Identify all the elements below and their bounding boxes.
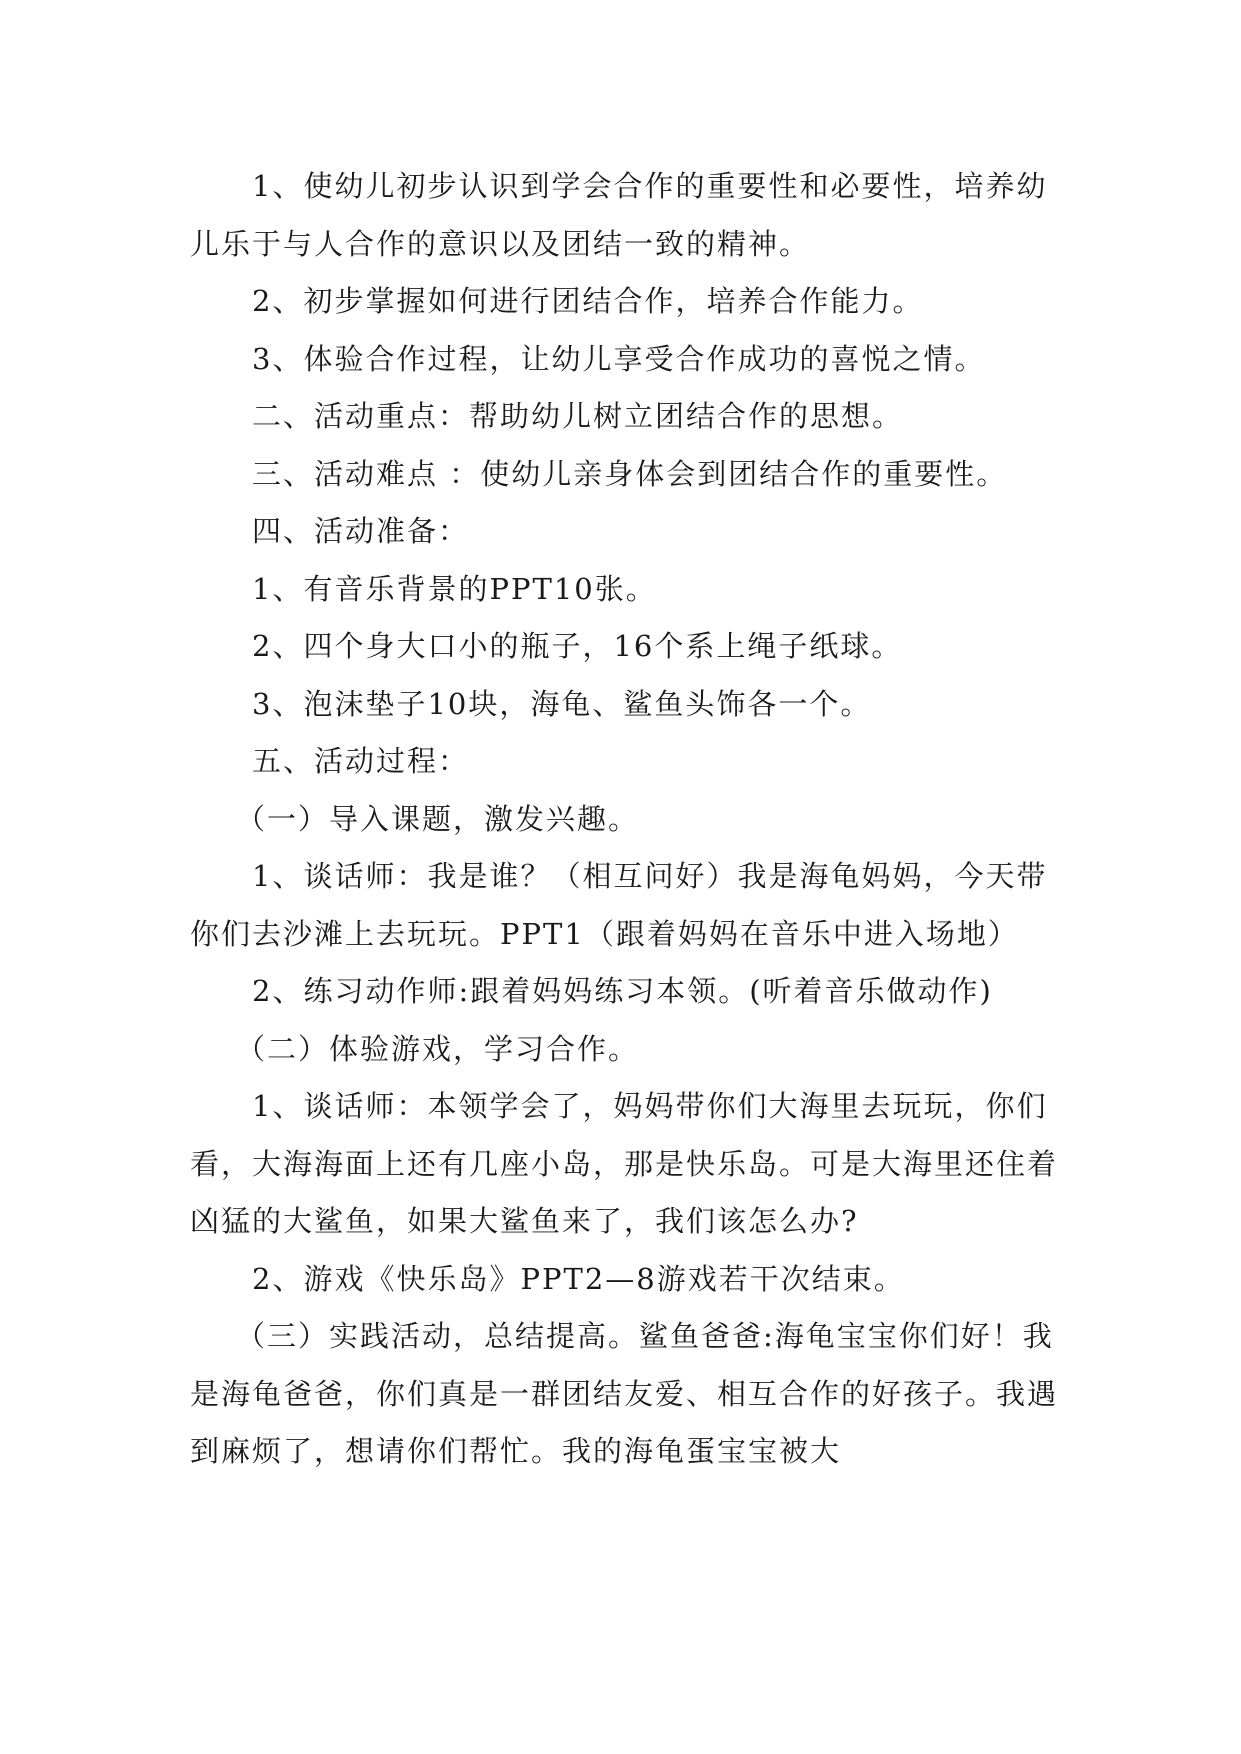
subheading-game: （二）体验游戏，学习合作。 [236, 1031, 640, 1066]
paragraph-prep-2: 2、四个身大口小的瓶子，16个系上绳子纸球。 [252, 629, 903, 663]
paragraph-intro-2: 2、练习动作师:跟着妈妈练习本领。(听着音乐做动作) [252, 974, 993, 1008]
heading-difficulty: 三、活动难点 ：使幼儿亲身体会到团结合作的重要性。 [252, 456, 1008, 491]
heading-process: 五、活动过程： [252, 744, 470, 778]
paragraph-intro-1: 1、谈话师：我是谁？（相互问好）我是海龟妈妈，今天带你们去沙滩上去玩玩。PPT1（跟着妈妈在音乐中进入场地） [190, 859, 1048, 951]
paragraph-goal-2: 2、初步掌握如何进行团结合作，培养合作能力。 [252, 284, 924, 318]
heading-key-point: 二、活动重点：帮助幼儿树立团结合作的思想。 [252, 399, 904, 433]
subheading-intro: （一）导入课题，激发兴趣。 [236, 801, 640, 836]
paragraph-game-2: 2、游戏《快乐岛》PPT2—8游戏若干次结束。 [252, 1261, 905, 1296]
paragraph-prep-1: 1、有音乐背景的PPT10张。 [252, 571, 657, 606]
heading-preparation: 四、活动准备： [252, 514, 470, 548]
paragraph-game-1: 1、谈话师：本领学会了，妈妈带你们大海里去玩玩，你们看，大海海面上还有几座小岛，那是快乐岛。可是大海里还住着凶猛的大鲨鱼，如果大鲨鱼来了，我们该怎么办? [190, 1089, 1059, 1238]
paragraph-prep-3: 3、泡沫垫子10块，海龟、鲨鱼头饰各一个。 [252, 686, 872, 721]
paragraph-goal-1: 1、使幼儿初步认识到学会合作的重要性和必要性，培养幼儿乐于与人合作的意识以及团结一致的精神。 [190, 169, 1048, 261]
paragraph-practice: （三）实践活动，总结提高。鲨鱼爸爸:海龟宝宝你们好！我是海龟爸爸，你们真是一群团结友爱、相互合作的好孩子。我遇到麻烦了，想请你们帮忙。我的海龟蛋宝宝被大 [190, 1319, 1059, 1468]
document-body [190, 158, 1060, 1481]
paragraph-goal-3: 3、体验合作过程，让幼儿享受合作成功的喜悦之情。 [252, 341, 986, 376]
